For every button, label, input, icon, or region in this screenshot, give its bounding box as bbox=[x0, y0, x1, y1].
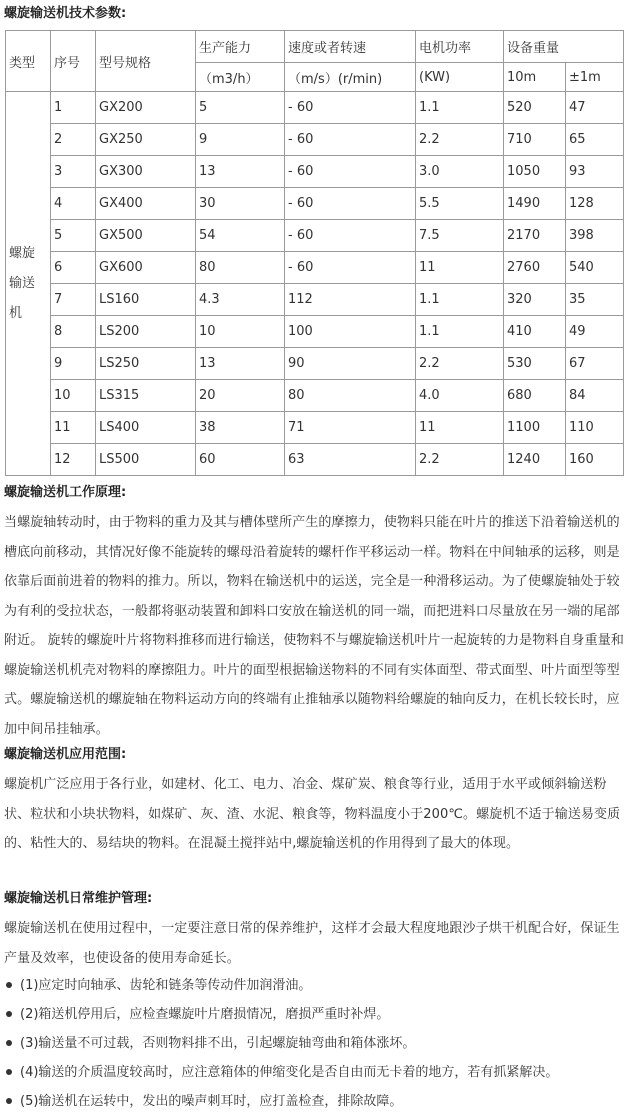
table-row bbox=[6, 412, 624, 444]
col-power-unit: (KW) bbox=[416, 63, 504, 92]
col-speed-header: 速度或者转速 bbox=[285, 31, 416, 63]
cell-power: 2.2 bbox=[416, 124, 504, 156]
cell-no: 5 bbox=[51, 220, 96, 252]
cell-no: 10 bbox=[51, 380, 96, 412]
col-capacity-unit: （m3/h） bbox=[196, 63, 285, 92]
cell-power: 3.0 bbox=[416, 156, 504, 188]
table-row bbox=[6, 316, 624, 348]
cell-no: 2 bbox=[51, 124, 96, 156]
cell-no: 12 bbox=[51, 444, 96, 476]
table-row bbox=[6, 124, 624, 156]
cell-weight-1m: 35 bbox=[566, 284, 624, 316]
maintenance-heading: 螺旋输送机日常维护管理: bbox=[4, 891, 153, 906]
cell-weight-10m: 710 bbox=[504, 124, 566, 156]
principle-heading: 螺旋输送机工作原理: bbox=[4, 485, 127, 500]
list-item bbox=[4, 1058, 624, 1087]
bullet-icon bbox=[6, 1040, 12, 1046]
table-row bbox=[6, 444, 624, 476]
cell-capacity: 5 bbox=[196, 92, 285, 124]
table-row bbox=[6, 284, 624, 316]
cell-weight-1m: 110 bbox=[566, 412, 624, 444]
cell-model: LS400 bbox=[96, 412, 196, 444]
table-row bbox=[6, 380, 624, 412]
cell-speed: - 60 bbox=[285, 252, 416, 284]
bullet-icon bbox=[6, 1069, 12, 1075]
cell-power: 2.2 bbox=[416, 444, 504, 476]
application-heading: 螺旋输送机应用范围: bbox=[4, 747, 127, 762]
cell-weight-1m: 540 bbox=[566, 252, 624, 284]
cell-speed: 71 bbox=[285, 412, 416, 444]
col-weight-header: 设备重量 bbox=[504, 31, 624, 63]
list-item bbox=[4, 1087, 624, 1116]
col-power-header: 电机功率 bbox=[416, 31, 504, 63]
list-item-text: (4)输送的介质温度较高时，应注意箱体的伸缩变化是否自由而无卡着的地方，若有抓紧解决。 bbox=[20, 1065, 559, 1080]
cell-no: 4 bbox=[51, 188, 96, 220]
cell-no: 1 bbox=[51, 92, 96, 124]
cell-model: GX600 bbox=[96, 252, 196, 284]
cell-speed: 100 bbox=[285, 316, 416, 348]
application-paragraph: 螺旋机广泛应用于各行业，如建材、化工、电力、冶金、煤矿炭、粮食等行业，适用于水平或倾斜输送粉状、粒状和小块状物料，如煤矿、灰、渣、水泥、粮食等，物料温度小于200℃。螺旋机不适于输送易变质的、粘性大的、易结块的物料。在混凝土搅拌站中,螺旋输送机的作用得到了最大的体现。 bbox=[4, 777, 621, 851]
cell-weight-10m: 1100 bbox=[504, 412, 566, 444]
cell-power: 11 bbox=[416, 412, 504, 444]
table-row bbox=[6, 220, 624, 252]
table-row bbox=[6, 156, 624, 188]
list-item bbox=[4, 971, 624, 1000]
cell-model: LS160 bbox=[96, 284, 196, 316]
cell-power: 1.1 bbox=[416, 284, 504, 316]
list-item bbox=[4, 1000, 624, 1029]
cell-capacity: 10 bbox=[196, 316, 285, 348]
cell-capacity: 54 bbox=[196, 220, 285, 252]
maintenance-paragraph: 螺旋输送机在使用过程中，一定要注意日常的保养维护，这样才会最大程度地跟沙子烘干机配合好，保证生产量及效率，也使设备的使用寿命延长。 bbox=[4, 921, 620, 966]
cell-weight-10m: 530 bbox=[504, 348, 566, 380]
cell-capacity: 13 bbox=[196, 348, 285, 380]
cell-capacity: 30 bbox=[196, 188, 285, 220]
cell-weight-10m: 680 bbox=[504, 380, 566, 412]
cell-speed: 112 bbox=[285, 284, 416, 316]
cell-weight-10m: 1050 bbox=[504, 156, 566, 188]
cell-model: GX200 bbox=[96, 92, 196, 124]
cell-speed: 80 bbox=[285, 380, 416, 412]
type-cell bbox=[6, 92, 51, 476]
cell-weight-10m: 2170 bbox=[504, 220, 566, 252]
cell-capacity: 13 bbox=[196, 156, 285, 188]
table-header-row bbox=[6, 31, 624, 63]
cell-speed: - 60 bbox=[285, 156, 416, 188]
cell-power: 11 bbox=[416, 252, 504, 284]
col-no-header: 序号 bbox=[51, 31, 96, 92]
cell-model: GX400 bbox=[96, 188, 196, 220]
cell-weight-1m: 67 bbox=[566, 348, 624, 380]
cell-weight-1m: 65 bbox=[566, 124, 624, 156]
cell-weight-1m: 47 bbox=[566, 92, 624, 124]
type-label-line: 输送 bbox=[9, 275, 36, 291]
cell-weight-10m: 2760 bbox=[504, 252, 566, 284]
cell-no: 11 bbox=[51, 412, 96, 444]
cell-no: 8 bbox=[51, 316, 96, 348]
cell-model: LS315 bbox=[96, 380, 196, 412]
cell-speed: - 60 bbox=[285, 188, 416, 220]
cell-power: 4.0 bbox=[416, 380, 504, 412]
col-weight-1m-header: ±1m bbox=[566, 63, 624, 92]
cell-model: LS250 bbox=[96, 348, 196, 380]
col-model-header: 型号规格 bbox=[96, 31, 196, 92]
col-type-header: 类型 bbox=[6, 31, 51, 92]
cell-capacity: 60 bbox=[196, 444, 285, 476]
type-label-line: 机 bbox=[9, 305, 23, 321]
cell-weight-1m: 84 bbox=[566, 380, 624, 412]
cell-no: 7 bbox=[51, 284, 96, 316]
principle-paragraph: 当螺旋轴转动时，由于物料的重力及其与槽体壁所产生的摩擦力，使物料只能在叶片的推送下沿着输送机的槽底向前移动，其情况好像不能旋转的螺母沿着旋转的螺杆作平移运动一样。物料在中间轴承的运移，则是依靠后面前进着的物料的推力。所以，物料在输送机中的运送，完全是一种滑移运动。为了使螺旋轴处于较为有利的受拉状态，一般都将驱动装置和卸料口安放在输送机的同一端，而把进料口尽量放在另一端的尾部附近。 旋转的螺旋叶片将物料推移而进行输送，使物料不与螺旋输送机叶片一起旋转的力是物料自身重量和螺旋输送机机壳对物料的摩擦阻力。叶片的面型根据输送物料的不同有实体面型、带式面型、叶片面型等型式。螺旋输送机的螺旋轴在物料运动方向的终端有止推轴承以随物料给螺旋的轴向反力，在机长较长时，应加中间吊挂轴承。 bbox=[4, 515, 624, 737]
maintenance-list bbox=[4, 971, 624, 1116]
cell-model: GX500 bbox=[96, 220, 196, 252]
cell-no: 9 bbox=[51, 348, 96, 380]
cell-speed: - 60 bbox=[285, 92, 416, 124]
list-item-text: (1)应定时向轴承、齿轮和链条等传动件加润滑油。 bbox=[20, 978, 312, 993]
cell-power: 2.2 bbox=[416, 348, 504, 380]
col-capacity-header: 生产能力 bbox=[196, 31, 285, 63]
cell-capacity: 4.3 bbox=[196, 284, 285, 316]
cell-weight-1m: 160 bbox=[566, 444, 624, 476]
cell-speed: 63 bbox=[285, 444, 416, 476]
cell-power: 7.5 bbox=[416, 220, 504, 252]
cell-weight-1m: 49 bbox=[566, 316, 624, 348]
table-row bbox=[6, 188, 624, 220]
cell-weight-10m: 410 bbox=[504, 316, 566, 348]
col-speed-unit: （m/s）(r/min) bbox=[285, 63, 416, 92]
cell-power: 5.5 bbox=[416, 188, 504, 220]
cell-capacity: 20 bbox=[196, 380, 285, 412]
col-weight-10m-header: 10m bbox=[504, 63, 566, 92]
bullet-icon bbox=[6, 1098, 12, 1104]
cell-speed: 90 bbox=[285, 348, 416, 380]
list-item bbox=[4, 1029, 624, 1058]
cell-model: LS200 bbox=[96, 316, 196, 348]
list-item-text: (5)输送机在运转中，发出的噪声刺耳时，应打盖检查，排除故障。 bbox=[20, 1094, 403, 1109]
cell-speed: - 60 bbox=[285, 124, 416, 156]
cell-weight-10m: 1240 bbox=[504, 444, 566, 476]
cell-model: LS500 bbox=[96, 444, 196, 476]
list-item-text: (3)输送量不可过载，否则物料排不出，引起螺旋轴弯曲和箱体涨坏。 bbox=[20, 1036, 416, 1051]
cell-power: 1.1 bbox=[416, 92, 504, 124]
bullet-icon bbox=[6, 1011, 12, 1017]
bullet-icon bbox=[6, 982, 12, 988]
list-item-text: (2)箱送机停用后，应检查螺旋叶片磨损情况，磨损严重时补焊。 bbox=[20, 1007, 390, 1022]
cell-capacity: 80 bbox=[196, 252, 285, 284]
table-row bbox=[6, 348, 624, 380]
cell-capacity: 38 bbox=[196, 412, 285, 444]
cell-weight-10m: 320 bbox=[504, 284, 566, 316]
cell-no: 3 bbox=[51, 156, 96, 188]
cell-weight-10m: 520 bbox=[504, 92, 566, 124]
cell-weight-1m: 398 bbox=[566, 220, 624, 252]
cell-model: GX250 bbox=[96, 124, 196, 156]
cell-speed: - 60 bbox=[285, 220, 416, 252]
cell-capacity: 9 bbox=[196, 124, 285, 156]
cell-power: 1.1 bbox=[416, 316, 504, 348]
table-row bbox=[6, 92, 624, 124]
spec-table bbox=[5, 30, 624, 476]
cell-weight-1m: 93 bbox=[566, 156, 624, 188]
spec-heading: 螺旋输送机技术参数: bbox=[4, 6, 127, 21]
cell-weight-1m: 128 bbox=[566, 188, 624, 220]
table-row bbox=[6, 252, 624, 284]
cell-weight-10m: 1490 bbox=[504, 188, 566, 220]
cell-no: 6 bbox=[51, 252, 96, 284]
type-label-line: 螺旋 bbox=[9, 245, 36, 261]
cell-model: GX300 bbox=[96, 156, 196, 188]
